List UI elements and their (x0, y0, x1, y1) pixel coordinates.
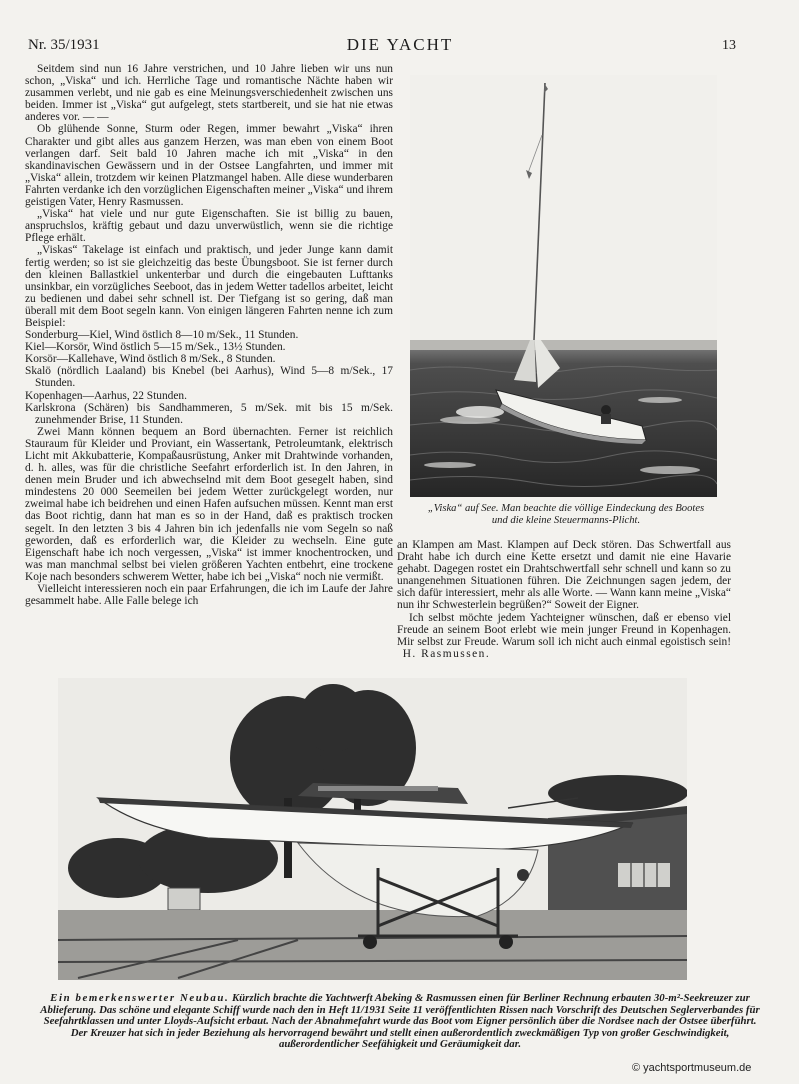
trip-item: Karlskrona (Schären) bis Sandhammeren, 5 m/Sek. mit bis 15 m/Sek. zunehmender Brise, 11 Stunden. (25, 401, 393, 426)
page-number: 13 (722, 38, 736, 53)
trip-list (25, 329, 393, 426)
photo-sky-area (410, 75, 717, 340)
left-column-text (25, 63, 393, 607)
right-column-text (397, 539, 731, 660)
caption-text: Kürzlich brachte die Yachtwerft Abeking & Rasmussen einen für Berliner Rechnung erbauten 30-m²-Seekreuzer zur Ablieferung. Das schöne und elegante Schiff wurde nach den in Heft 11/1931 Seite 11 veröffentlichten Rissen nach Vorschrift des Deutschen Seglerverbandes für Seefahrtklassen und unter Lloyds-Aufsicht erbaut. Nach der Abnahmefahrt wurde das Boot vom Eigner persönlich über die Nordsee nach der Ostsee überführt. Der Kreuzer hat sich in jeder Beziehung als hervorragend bewährt und stellt einen außerordentlich zweckmäßigen Typ von großer Geschwindigkeit, außerordentlicher Seefähigkeit und Geräumigkeit dar. (40, 992, 760, 1051)
trip-item: Sonderburg—Kiel, Wind östlich 8—10 m/Sek., 11 Stunden. (25, 329, 299, 342)
mast-top-drawing (410, 75, 717, 340)
trip-item: Korsör—Kallehave, Wind östlich 8 m/Sek., 8 Stunden. (25, 353, 276, 366)
trip-item: Kopenhagen—Aarhus, 22 Stunden. (25, 389, 187, 402)
trip-item: Skalö (nördlich Laaland) bis Knebel (bei Aarhus), Wind 5—8 m/Sek., 17 Stunden. (25, 365, 393, 390)
paragraph (397, 612, 731, 660)
caption-line: und die kleine Steuermanns-Plicht. (491, 515, 641, 526)
paragraph: Zwei Mann können bequem an Bord übernachten. Ferner ist reichlich Stauraum für Kleider und Proviant, ein Wassertank, Petroleumtank, elektrisch Licht mit Akkubatterie, Kompaßausrüstung, Anker mit Drahtwinde vorhanden, d. h. alles, was für die christliche Seefahrt erforderlich ist. In den Jahren, in denen mein Bruder und ich abwechselnd mit dem Boot gesegelt haben, sind mindestens 20 000 Seemeilen bei jedem Wetter zurückgelegt worden, nur zweimal habe ich beidrehen und einen Hafen aufsuchen müssen. Kennt man erst das Boot richtig, dann hat man es so in der Hand, daß es praktisch trocken segelt. In den letzten 3 bis 4 Jahren bin ich jedenfalls nie vom Segeln so naß geworden, daß es erforderlich war, die Kleider zu wechseln. Eine gute Eigenschaft habe ich noch vergessen, „Viska“ ist immer knochentrocken, und was man manchmal selbst bei vielen größeren Yachten entbehrt, eine trockene Koje nach besonders schwerem Wetter, habe ich bei „Viska“ noch nie vermißt. (25, 425, 393, 583)
paragraph: „Viskas“ Takelage ist einfach und praktisch, und jeder Junge kann damit fertig werden; so ist sie gleichzeitig das beste Übungsboot. Sie ist ferner durch den kleinen Ballastkiel unkenterbar und durch die eingebauten Lufttanks unsinkbar, ein vorzügliches Seeboot, das in jedem Wetter tadellos arbeitet, leicht zu bedienen und dabei sehr schnell ist. Der Tiefgang ist so gering, daß man überall mit dem Boot segeln kann. Von einigen längeren Fahrten nenne ich zum Beispiel: (25, 244, 393, 329)
paragraph: Vielleicht interessieren noch ein paar Erfahrungen, die ich im Laufe der Jahre gesammelt habe. Alle Falle belege ich (25, 583, 393, 608)
viska-sailboat-image (410, 340, 717, 497)
caption-line: „Viska“ auf See. Man beachte die völlige Eindeckung des Bootes (427, 503, 705, 514)
paragraph: Ob glühende Sonne, Sturm oder Regen, immer bewahrt „Viska“ ihren Charakter und gibt alles aus ganzem Herzen, was man eben von einem Boot verlangen darf. Seit bald 10 Jahren mache ich mit „Viska“ in den skandinavischen Gewässern und in der Ostsee Langfahrten, und immer mit „Viska“ allein, trotzdem wir keinen Platzmangel haben. Alle diese wunderbaren Fahrten verdanke ich den vorzüglichen Eigenschaften meiner „Viska“ und ihrem geistigen Vater, Henry Rasmussen. (25, 123, 393, 209)
trip-item: Kiel—Korsör, Wind östlich 5—15 m/Sek., 13½ Stunden. (25, 341, 286, 354)
photo-bottom-caption (40, 993, 760, 1051)
cruiser-on-slipway-image (58, 678, 687, 980)
photo-top-caption (405, 503, 727, 527)
caption-lead: Ein bemerkenswerter Neubau. (50, 992, 230, 1004)
paragraph: „Viska“ hat viele und nur gute Eigenschaften. Sie ist billig zu bauen, anspruchslos, kräftig gebaut und dazu unverwüstlich, wenn sie die richtige Pflege erhält. (25, 208, 393, 245)
paragraph-text: Ich selbst möchte jedem Yachteigner wünschen, daß er ebenso viel Freude an seinem Boot erlebt wie mein junger Freund in Kopenhagen. Mir selbst zur Freude. Warum soll ich nicht auch einmal egoistisch sein! (397, 611, 731, 648)
issue-number: Nr. 35/1931 (28, 37, 100, 53)
paragraph: an Klampen am Mast. Klampen auf Deck stören. Das Schwertfall aus Draht habe ich durch eine Kette ersetzt und damit nie eine Havarie gehabt. Dagegen rostet ein Drahtschwertfall sehr schnell und kann so zu unangenehmen Situationen führen. Die Zeichnungen sagen jedem, der sich dafür interessiert, mehr als alle Worte. — Wann kann meine „Viska“ nun ihr Schwesterlein begrüßen?“ Soweit der Eigner. (397, 539, 731, 612)
paragraph: Seitdem sind nun 16 Jahre verstrichen, und 10 Jahre lieben wir uns nun schon, „Viska“ und ich. Herrliche Tage und romantische Nächte haben wir zusammen verlebt, und nie gab es eine Meinungsverschiedenheit zwischen uns beiden. Immer ist „Viska“ gut aufgelegt, stets startbereit, und sie hat nie etwas anderes vor. — — (25, 63, 393, 124)
copyright-credit: © yachtsportmuseum.de (632, 1062, 752, 1074)
photo-viska-at-sea (410, 340, 717, 497)
photo-new-cruiser (58, 678, 687, 980)
author-signature: H. Rasmussen. (402, 647, 491, 660)
magazine-title: DIE YACHT (346, 35, 454, 54)
